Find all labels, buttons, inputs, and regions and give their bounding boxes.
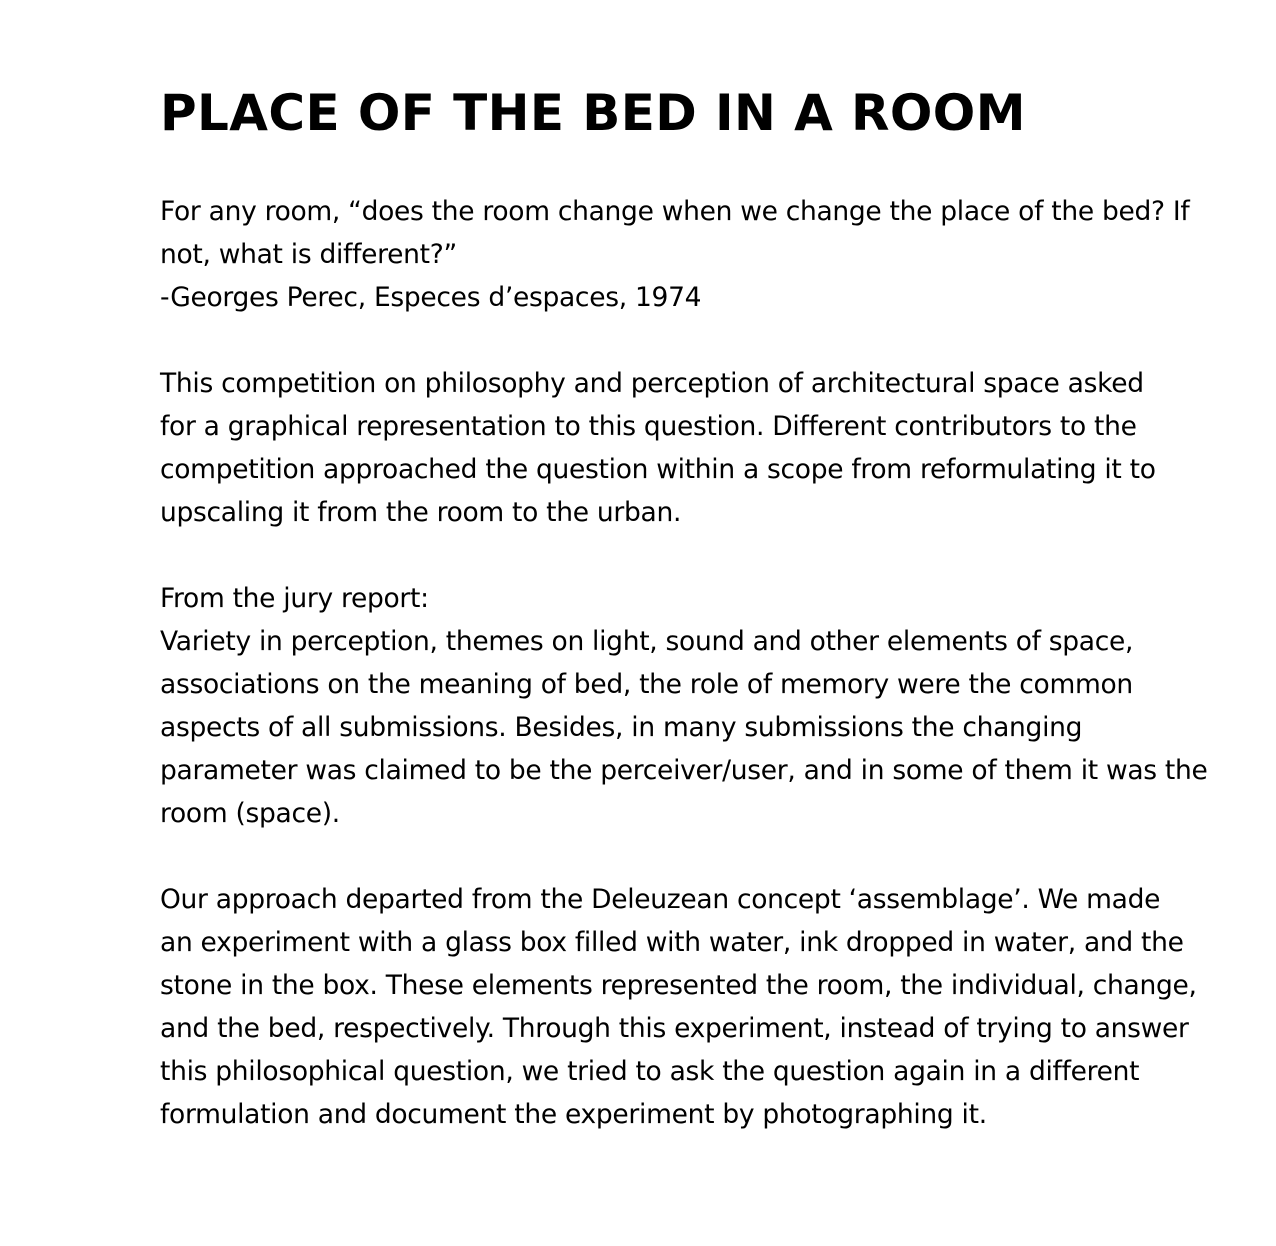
- competition-line: upscaling it from the room to the urban.: [160, 497, 682, 528]
- quote-line: not, what is different?”: [160, 239, 457, 270]
- quote-attribution: -Georges Perec, Especes d’espaces, 1974: [160, 282, 702, 313]
- page-title: PLACE OF THE BED IN A ROOM: [160, 84, 1026, 142]
- approach-line: stone in the box. These elements represented the room, the individual, change,: [160, 970, 1197, 1001]
- approach-paragraph: [160, 878, 1260, 1136]
- jury-report-heading: From the jury report:: [160, 583, 429, 614]
- competition-line: This competition on philosophy and perception of architectural space asked: [160, 368, 1144, 399]
- approach-line: this philosophical question, we tried to ask the question again in a different: [160, 1056, 1140, 1087]
- perec-quote-paragraph: [160, 190, 1260, 319]
- approach-line: and the bed, respectively. Through this experiment, instead of trying to answer: [160, 1013, 1189, 1044]
- approach-line: Our approach departed from the Deleuzean concept ‘assemblage’. We made: [160, 884, 1161, 915]
- quote-line: For any room, “does the room change when we change the place of the bed? If: [160, 196, 1190, 227]
- jury-line: associations on the meaning of bed, the role of memory were the common: [160, 669, 1133, 700]
- article-body: [160, 190, 1260, 1136]
- jury-line: room (space).: [160, 798, 340, 829]
- competition-line: competition approached the question within a scope from reformulating it to: [160, 454, 1156, 485]
- approach-line: formulation and document the experiment by photographing it.: [160, 1099, 987, 1130]
- article: [160, 84, 1260, 1136]
- competition-line: for a graphical representation to this question. Different contributors to the: [160, 411, 1137, 442]
- competition-paragraph: [160, 362, 1260, 534]
- jury-report-paragraph: [160, 577, 1260, 835]
- jury-line: Variety in perception, themes on light, sound and other elements of space,: [160, 626, 1134, 657]
- jury-line: aspects of all submissions. Besides, in many submissions the changing: [160, 712, 1083, 743]
- jury-line: parameter was claimed to be the perceiver/user, and in some of them it was the: [160, 755, 1208, 786]
- approach-line: an experiment with a glass box filled with water, ink dropped in water, and the: [160, 927, 1184, 958]
